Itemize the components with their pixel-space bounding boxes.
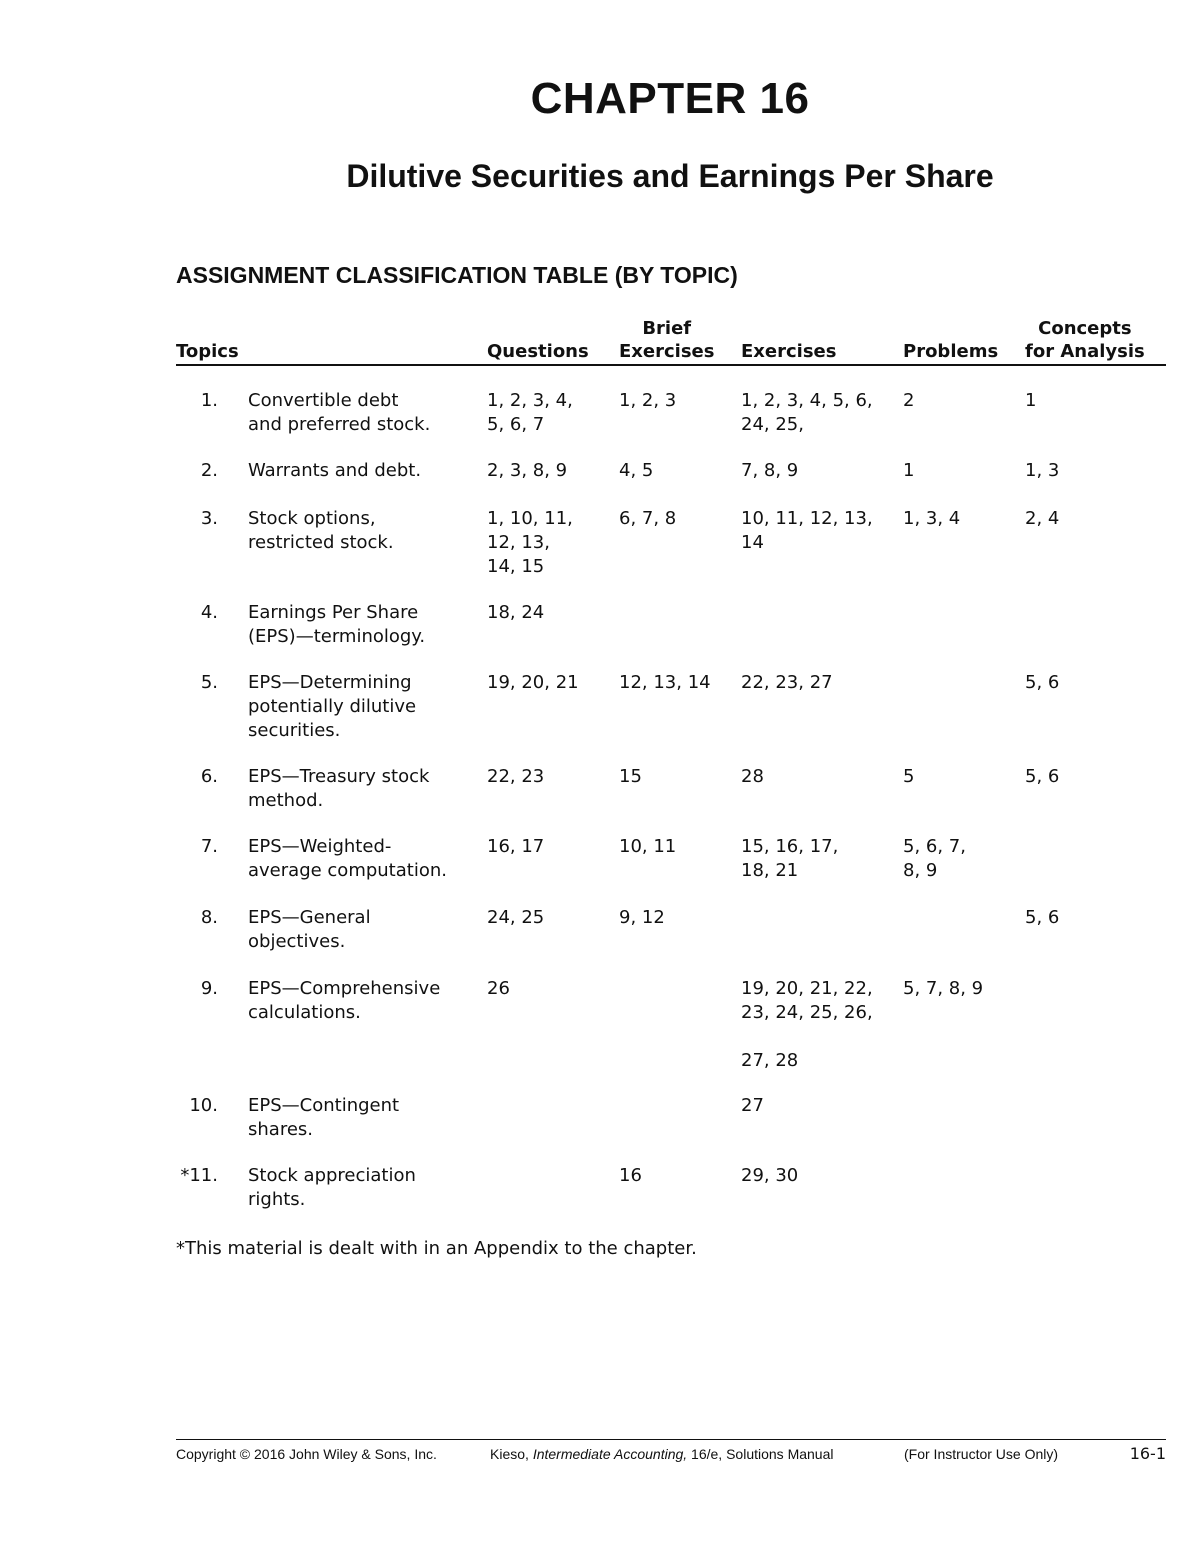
table-row — [176, 765, 1166, 813]
row-questions: 1, 10, 11, 12, 13, 14, 15 — [487, 508, 573, 577]
row-brief-exercises: 12, 13, 14 — [619, 672, 711, 693]
row-number: 7. — [200, 836, 218, 857]
row-questions: 19, 20, 21 — [487, 672, 579, 693]
row-questions: 24, 25 — [487, 907, 545, 928]
row-number: 10. — [189, 1095, 218, 1116]
assignment-classification-table — [176, 318, 1166, 1210]
table-row — [176, 507, 1166, 579]
row-number: 6. — [200, 766, 218, 787]
row-problems: 5 — [903, 766, 915, 787]
row-concepts-for-analysis: 1 — [1025, 390, 1037, 411]
row-concepts-for-analysis: 5, 6 — [1025, 766, 1060, 787]
table-header — [176, 318, 1166, 366]
row-topic: Convertible debt and preferred stock. — [248, 390, 431, 435]
row-topic: EPS—General objectives. — [248, 907, 371, 952]
row-questions: 26 — [487, 978, 510, 999]
row-topic: Stock appreciation rights. — [248, 1165, 416, 1210]
row-exercises: 1, 2, 3, 4, 5, 6, 24, 25, — [741, 390, 873, 435]
row-exercises: 22, 23, 27 — [741, 672, 833, 693]
row-number: 8. — [200, 907, 218, 928]
table-row — [176, 1164, 1166, 1212]
header-concepts-for-analysis: Concepts for Analysis — [1025, 318, 1145, 362]
row-exercises: 10, 11, 12, 13, 14 — [741, 508, 873, 553]
row-concepts-for-analysis: 5, 6 — [1025, 672, 1060, 693]
row-topic: Stock options, restricted stock. — [248, 508, 394, 553]
row-exercises: 7, 8, 9 — [741, 460, 799, 481]
footer-edition: 16/e, Solutions Manual — [687, 1446, 834, 1462]
row-number: 2. — [200, 460, 218, 481]
table-row — [176, 459, 1166, 483]
row-questions: 2, 3, 8, 9 — [487, 460, 568, 481]
row-brief-exercises: 6, 7, 8 — [619, 508, 677, 529]
row-number: 9. — [200, 978, 218, 999]
row-exercises: 28 — [741, 766, 764, 787]
row-number: *11. — [180, 1165, 218, 1186]
header-topics: Topics — [176, 341, 239, 362]
table-row — [176, 1094, 1166, 1142]
table-row — [176, 601, 1166, 649]
table-row — [176, 977, 1166, 1073]
row-topic: EPS—Weighted- average computation. — [248, 836, 447, 881]
header-exercises: Exercises — [741, 341, 837, 362]
footer-book-title: Intermediate Accounting, — [532, 1446, 688, 1462]
row-questions: 16, 17 — [487, 836, 545, 857]
row-problems: 2 — [903, 390, 915, 411]
row-brief-exercises: 16 — [619, 1165, 642, 1186]
row-number: 3. — [200, 508, 218, 529]
row-number: 1. — [200, 390, 218, 411]
row-exercises: 29, 30 — [741, 1165, 799, 1186]
footer-book-reference — [490, 1446, 834, 1462]
row-brief-exercises: 15 — [619, 766, 642, 787]
row-brief-exercises: 10, 11 — [619, 836, 677, 857]
row-exercises: 15, 16, 17, 18, 21 — [741, 836, 839, 881]
row-problems: 5, 6, 7, 8, 9 — [903, 836, 966, 881]
footnote: *This material is dealt with in an Appendix to the chapter. — [176, 1238, 697, 1259]
row-questions: 1, 2, 3, 4, 5, 6, 7 — [487, 390, 573, 435]
header-brief-exercises: Brief Exercises — [619, 318, 715, 362]
row-topic: EPS—Comprehensive calculations. — [248, 978, 441, 1023]
row-brief-exercises: 1, 2, 3 — [619, 390, 677, 411]
row-brief-exercises: 4, 5 — [619, 460, 654, 481]
row-topic: EPS—Contingent shares. — [248, 1095, 400, 1140]
footer-author: Kieso, — [490, 1446, 533, 1462]
row-problems: 1 — [903, 460, 915, 481]
row-topic: Warrants and debt. — [248, 460, 422, 481]
table-row — [176, 389, 1166, 437]
row-problems: 1, 3, 4 — [903, 508, 961, 529]
footer-rule — [176, 1439, 1166, 1440]
row-brief-exercises: 9, 12 — [619, 907, 665, 928]
header-questions: Questions — [487, 341, 589, 362]
header-problems: Problems — [903, 341, 999, 362]
footer-copyright: Copyright © 2016 John Wiley & Sons, Inc. — [176, 1446, 437, 1462]
row-topic: EPS—Determining potentially dilutive securities. — [248, 672, 417, 741]
row-concepts-for-analysis: 1, 3 — [1025, 460, 1060, 481]
table-row — [176, 835, 1166, 883]
footer-instructor-use: (For Instructor Use Only) — [904, 1446, 1059, 1462]
chapter-subtitle: Dilutive Securities and Earnings Per Share — [346, 158, 994, 194]
section-heading: ASSIGNMENT CLASSIFICATION TABLE (BY TOPIC) — [176, 262, 738, 288]
row-topic: Earnings Per Share (EPS)—terminology. — [248, 602, 426, 647]
row-number: 4. — [200, 602, 218, 623]
row-number: 5. — [200, 672, 218, 693]
table-row — [176, 906, 1166, 954]
row-exercises: 19, 20, 21, 22, 23, 24, 25, 26, 27, 28 — [741, 978, 873, 1071]
table-row — [176, 671, 1166, 743]
row-problems: 5, 7, 8, 9 — [903, 978, 984, 999]
chapter-title: CHAPTER 16 — [530, 74, 810, 123]
row-topic: EPS—Treasury stock method. — [248, 766, 430, 811]
row-exercises: 27 — [741, 1095, 764, 1116]
row-concepts-for-analysis: 2, 4 — [1025, 508, 1060, 529]
row-questions: 22, 23 — [487, 766, 545, 787]
row-concepts-for-analysis: 5, 6 — [1025, 907, 1060, 928]
row-questions: 18, 24 — [487, 602, 545, 623]
page-number: 16-1 — [1129, 1444, 1166, 1463]
